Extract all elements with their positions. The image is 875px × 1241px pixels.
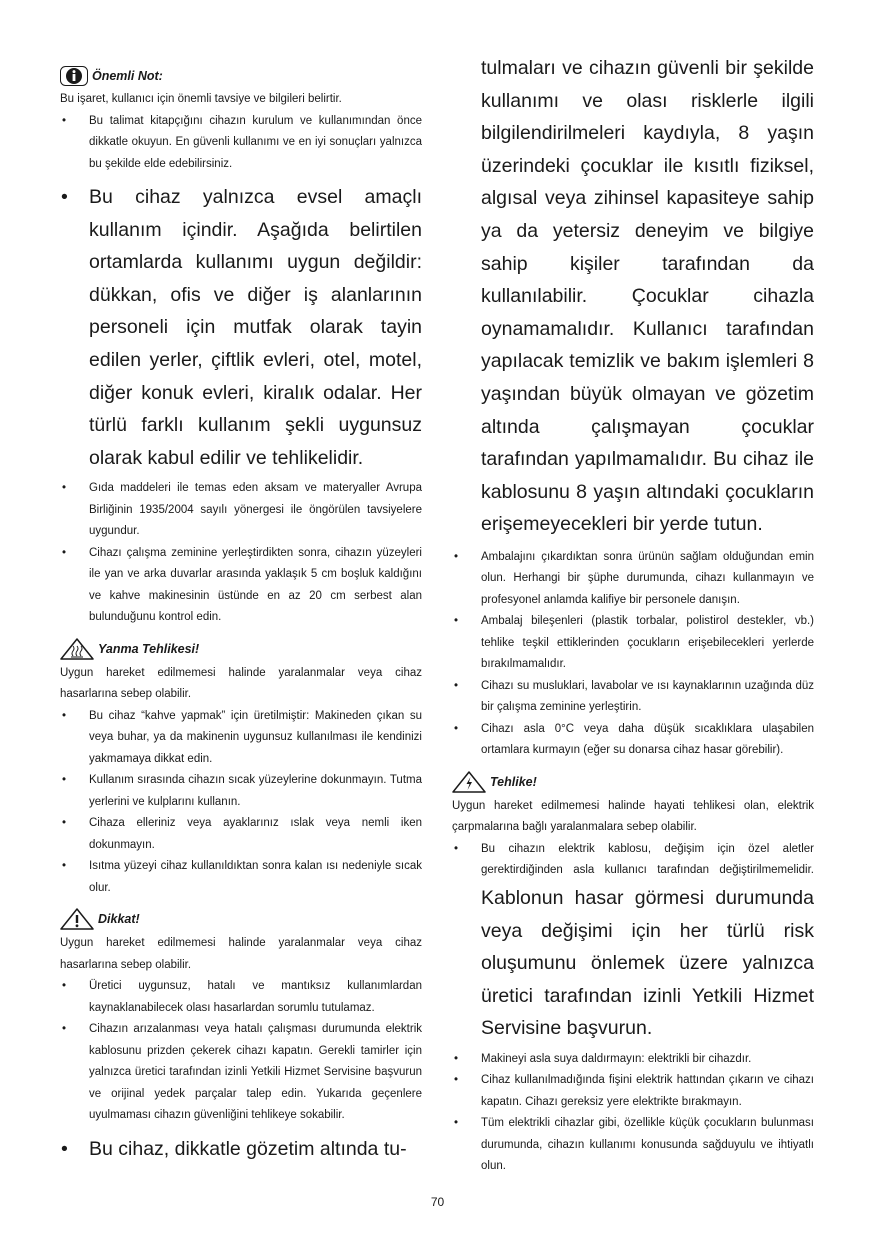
danger-intro: Uygun hareket edilmemesi halinde hayati tehlikesi olan, elektrik çarpmalarına bağlı yaralanmalara sebep olabilir. — [452, 799, 814, 834]
burn-hazard-intro: Uygun hareket edilmemesi halinde yaralanmalar veya cihaz hasarlarına sebep olabilir. — [60, 666, 422, 701]
list-item-mixed — [452, 839, 814, 1045]
important-note-title: Önemli Not: — [92, 69, 163, 83]
list-item: • Kullanım sırasında cihazın sıcak yüzeylerine dokunmayın. Tutma yerlerini ve kulplarını kullanın. — [60, 770, 422, 813]
list-item: • Cihazın arızalanması veya hatalı çalışması durumunda elektrik kablosunu prizden çekerek cihazı kapatın. Gerekli tamirler için yalnızca üretici tarafından izinli Yetkili Hizmet Servisine başvurun ve orijinal yedek parçalar talep edin. Yukarıda geçenlere uyulmaması cihazın güvenliğini tehlikeye sokabilir. — [60, 1019, 422, 1127]
list-item-small-text: Bu cihazın elektrik kablosu, değişim için özel aletler gerektirdiğinden asla kullanıcı tarafından değiştirilmemelidir. — [481, 842, 814, 877]
continued-paragraph: tulmaları ve cihazın güvenli bir şekilde kullanımı ve olası risklerle ilgili bilgilendirilmeleri kaydıyla, 8 yaşın üzerindeki çocuklar ile kısıtlı fiziksel, algısal veya zihinsel kapasiteye sahip ya da yetersiz deneyim ve bilgiye sahip kişiler tarafından da kullanılabilir. Çocuklar cihazla oynamamalıdır. Kullanıcı tarafından yapılacak temizlik ve bakım işlemleri 8 yaşından büyük olmayan ve gözetim altında çalışmayan çocuklar tarafından yapılmamalıdır. Bu cihaz ile kablosunu 8 yaşın altındaki çocukların erişemeyecekleri bir yerde tutun. — [481, 57, 814, 536]
list-item: • Isıtma yüzeyi cihaz kullanıldıktan sonra kalan ısı nedeniyle sıcak olur. — [60, 856, 422, 899]
important-note-list — [60, 111, 422, 629]
general-list — [452, 547, 814, 762]
danger-title: Tehlike! — [490, 774, 537, 789]
list-item: • Cihaz kullanılmadığında fişini elektrik hattından çıkarın ve cihazı kapatın. Cihazı gereksiz yere elektrikte bırakmayın. — [452, 1070, 814, 1113]
burn-hazard-title: Yanma Tehlikesi! — [98, 641, 200, 656]
list-item: • Cihazı asla 0°C veya daha düşük sıcaklıklara ulaşabilen ortamlara kurmayın (eğer su donarsa cihaz hasar görebilir). — [452, 719, 814, 762]
caution-list — [60, 976, 422, 1165]
list-item: • Bu cihaz “kahve yapmak” için üretilmiştir: Makineden çıkan su veya buhar, ya da makinenin uygunsuz kullanılması ile kendinizi yakmamaya dikkat edin. — [60, 706, 422, 771]
burn-hazard-heading — [60, 638, 422, 660]
caution-title: Dikkat! — [98, 912, 140, 927]
danger-heading — [452, 771, 814, 793]
electric-shock-warning-icon — [452, 771, 486, 793]
hot-surface-warning-icon — [60, 638, 94, 660]
list-item: • Ambalaj bileşenleri (plastik torbalar, polistirol destekler, vb.) tehlike teşkil ettiklerinden çocukların erişebilecekleri yerlerde bırakılmamalıdır. — [452, 611, 814, 676]
burn-hazard-list — [60, 706, 422, 900]
list-item: • Gıda maddeleri ile temas eden aksam ve materyaller Avrupa Birliğinin 1935/2004 sayılı yönergesi ile öngörülen tavsiyelere uygundur. — [60, 478, 422, 543]
left-column — [60, 66, 422, 1169]
important-note-intro: Bu işaret, kullanıcı için önemli tavsiye ve bilgileri belirtir. — [60, 93, 342, 105]
important-note-heading — [60, 66, 422, 86]
list-item: • Bu talimat kitapçığını cihazın kurulum ve kullanımından önce dikkatle okuyun. En güvenli kullanımı ve en iyi sonuçları yalnızca bu şekilde elde edebilirsiniz. — [60, 111, 422, 176]
caution-intro: Uygun hareket edilmemesi halinde yaralanmalar veya cihaz hasarlarına sebep olabilir. — [60, 937, 422, 971]
list-item: • Cihazı su musluklari, lavabolar ve ısı kaynaklarının uzağında düz bir çalışma zeminine yerleştirin. — [452, 676, 814, 719]
info-icon — [60, 66, 88, 86]
list-item: • Ambalajını çıkardıktan sonra ürünün sağlam olduğundan emin olun. Herhangi bir şüphe durumunda, cihazı kullanmayın ve profesyonel anlamda kalifiye bir personele danışın. — [452, 547, 814, 612]
list-item: • Cihaza elleriniz veya ayaklarınız ıslak veya nemli iken dokunmayın. — [60, 813, 422, 856]
exclamation-warning-icon — [60, 908, 94, 930]
list-item: • Cihazı çalışma zeminine yerleştirdikten sonra, cihazın yüzeyleri ile yan ve arka duvarlar arasında yaklaşık 5 cm boşluk kaldığını ve kahve makinesinin üstünde en az 20 cm serbest alan bulunduğunu kontrol edin. — [60, 543, 422, 629]
caution-heading — [60, 908, 422, 930]
danger-list — [452, 839, 814, 1178]
list-item-emphasis: • Bu cihaz yalnızca evsel amaçlı kullanım içindir. Aşağıda belirtilen ortamlarda kullanımı uygun değildir: dükkan, ofis ve diğer iş alanlarının personeli için mutfak olarak tayin edilen yerler, çiftlik evleri, otel, motel, diğer konuk evleri, kiralık odalar. Her türlü farklı kullanım şekli uygunsuz olarak kabul edilir ve tehlikelidir. — [60, 181, 422, 474]
list-item: • Tüm elektrikli cihazlar gibi, özellikle küçük çocukların bulunması durumunda, cihazın kullanımı konusunda sağduyulu ve ihtiyatlı olun. — [452, 1113, 814, 1178]
list-item: • Makineyi asla suya daldırmayın: elektrikli bir cihazdır. — [452, 1049, 814, 1071]
page-number: 70 — [430, 1195, 445, 1209]
right-column — [452, 56, 814, 1178]
list-item-large-text: Kablonun hasar görmesi durumunda veya değişimi için her türlü risk oluşumunu önlemek üzere yalnızca üretici tarafından izinli Yetkili Hizmet Servisine başvurun. — [481, 886, 814, 1040]
list-item: • Üretici uygunsuz, hatalı ve mantıksız kullanımlardan kaynaklanabilecek olası hasarlardan sorumlu tutulamaz. — [60, 976, 422, 1019]
list-item-emphasis: • Bu cihaz, dikkatle gözetim altında tu- — [60, 1133, 422, 1166]
